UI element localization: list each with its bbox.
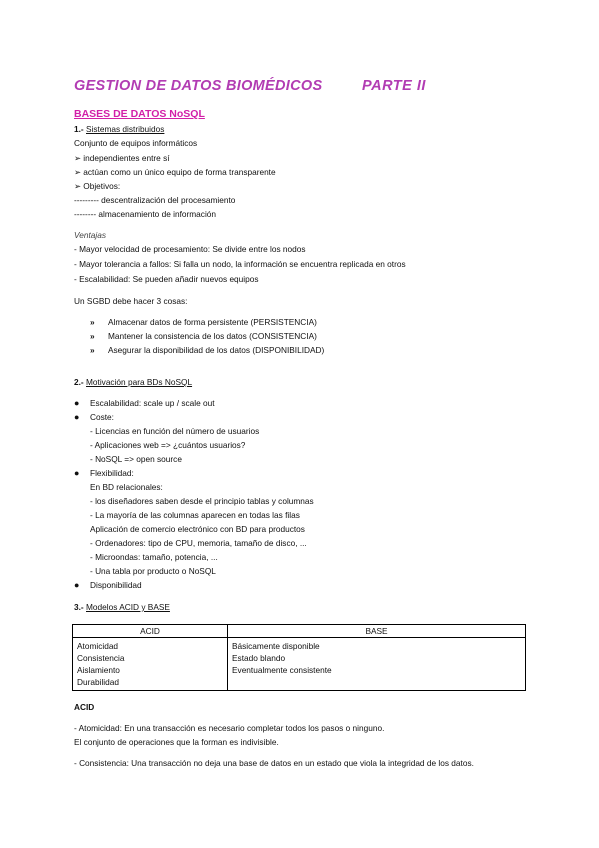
ventajas-label: Ventajas xyxy=(74,230,106,240)
sub-item: - Ordenadores: tipo de CPU, memoria, tamaño de disco, ... xyxy=(90,538,307,548)
acid-base-table xyxy=(72,624,526,691)
sub-item: - los diseñadores saben desde el principio tablas y columnas xyxy=(90,496,314,506)
subsection-3-heading xyxy=(74,602,170,613)
document-title: GESTION DE DATOS BIOMÉDICOS xyxy=(74,78,323,94)
arrow-icon: ➢ xyxy=(74,181,84,191)
table-header-row xyxy=(73,625,526,638)
paragraph-line: - Consistencia: Una transacción no deja una base de datos en un estado que viola la integridad de los datos. xyxy=(74,758,474,768)
subsection-1-heading xyxy=(74,124,164,135)
sgbd-item-text: Almacenar datos de forma persistente (PERSISTENCIA) xyxy=(108,317,317,327)
paragraph-line: Conjunto de equipos informáticos xyxy=(74,138,198,148)
sub-item: - NoSQL => open source xyxy=(90,454,182,464)
bullet-text: Disponibilidad xyxy=(90,580,142,590)
sub-item: - Una tabla por producto o NoSQL xyxy=(90,566,216,576)
paragraph-line: El conjunto de operaciones que la forman es indivisible. xyxy=(74,737,279,747)
arrow-item-text: Objetivos: xyxy=(83,181,121,191)
arrow-item-text: independientes entre sí xyxy=(83,153,170,163)
bullet-icon: ● xyxy=(74,398,80,408)
arrow-icon: ➢ xyxy=(74,167,84,177)
subsection-1-title: Sistemas distribuidos xyxy=(86,124,165,134)
bullet-item xyxy=(74,412,114,422)
acid-item: Aislamiento xyxy=(77,665,120,675)
ventaja-item: - Escalabilidad: Se pueden añadir nuevos equipos xyxy=(74,274,259,284)
base-cell xyxy=(228,638,526,691)
sub-item: - Licencias en función del número de usuarios xyxy=(90,426,260,436)
table-header-acid: ACID xyxy=(73,625,228,638)
sgbd-item-text: Mantener la consistencia de los datos (CONSISTENCIA) xyxy=(108,331,317,341)
sub-item: En BD relacionales: xyxy=(90,482,163,492)
document-part: PARTE II xyxy=(362,78,426,94)
subsection-2-number: 2.- xyxy=(74,377,86,387)
sgbd-item-text: Asegurar la disponibilidad de los datos (DISPONIBILIDAD) xyxy=(108,345,325,355)
subsection-3-title: Modelos ACID y BASE xyxy=(86,602,170,612)
sgbd-item xyxy=(90,345,324,355)
arrow-item xyxy=(74,153,170,164)
bullet-item xyxy=(74,580,142,590)
double-chevron-icon: » xyxy=(90,345,95,355)
bullet-icon: ● xyxy=(74,412,80,422)
double-chevron-icon: » xyxy=(90,331,95,341)
bullet-icon: ● xyxy=(74,468,80,478)
acid-item: Atomicidad xyxy=(77,641,119,651)
subsection-2-heading xyxy=(74,377,192,388)
bullet-text: Escalabilidad: scale up / scale out xyxy=(90,398,215,408)
sub-item: - Aplicaciones web => ¿cuántos usuarios? xyxy=(90,440,246,450)
bullet-text: Flexibilidad: xyxy=(90,468,134,478)
bullet-icon: ● xyxy=(74,580,80,590)
arrow-item-text: actúan como un único equipo de forma transparente xyxy=(83,167,276,177)
bullet-item xyxy=(74,468,134,478)
ventaja-item: - Mayor tolerancia a fallos: Si falla un nodo, la información se encuentra replicada en otros xyxy=(74,259,406,269)
acid-label: ACID xyxy=(74,702,95,712)
sgbd-intro: Un SGBD debe hacer 3 cosas: xyxy=(74,296,188,306)
subsection-1-number: 1.- xyxy=(74,124,86,134)
arrow-item xyxy=(74,181,120,192)
sub-item: - La mayoría de las columnas aparecen en todas las filas xyxy=(90,510,300,520)
bullet-item xyxy=(74,398,215,408)
bullet-text: Coste: xyxy=(90,412,114,422)
base-item: Básicamente disponible xyxy=(232,641,320,651)
paragraph-line: - Atomicidad: En una transacción es necesario completar todos los pasos o ninguno. xyxy=(74,723,385,733)
dash-item: -------- almacenamiento de información xyxy=(74,209,217,219)
table-header-base: BASE xyxy=(228,625,526,638)
sub-item: - Microondas: tamaño, potencia, ... xyxy=(90,552,218,562)
double-chevron-icon: » xyxy=(90,317,95,327)
table-row xyxy=(73,638,526,691)
dash-item: --------- descentralización del procesamiento xyxy=(74,195,236,205)
arrow-icon: ➢ xyxy=(74,153,84,163)
base-item: Estado blando xyxy=(232,653,286,663)
base-item: Eventualmente consistente xyxy=(232,665,332,675)
section-heading-nosql: BASES DE DATOS NoSQL xyxy=(74,108,205,120)
sgbd-item xyxy=(90,331,317,341)
arrow-item xyxy=(74,167,276,178)
subsection-3-number: 3.- xyxy=(74,602,86,612)
acid-item: Durabilidad xyxy=(77,677,119,687)
sub-item: Aplicación de comercio electrónico con BD para productos xyxy=(90,524,305,534)
subsection-2-title: Motivación para BDs NoSQL xyxy=(86,377,193,387)
sgbd-item xyxy=(90,317,317,327)
acid-cell xyxy=(73,638,228,691)
ventaja-item: - Mayor velocidad de procesamiento: Se divide entre los nodos xyxy=(74,244,306,254)
acid-item: Consistencia xyxy=(77,653,125,663)
